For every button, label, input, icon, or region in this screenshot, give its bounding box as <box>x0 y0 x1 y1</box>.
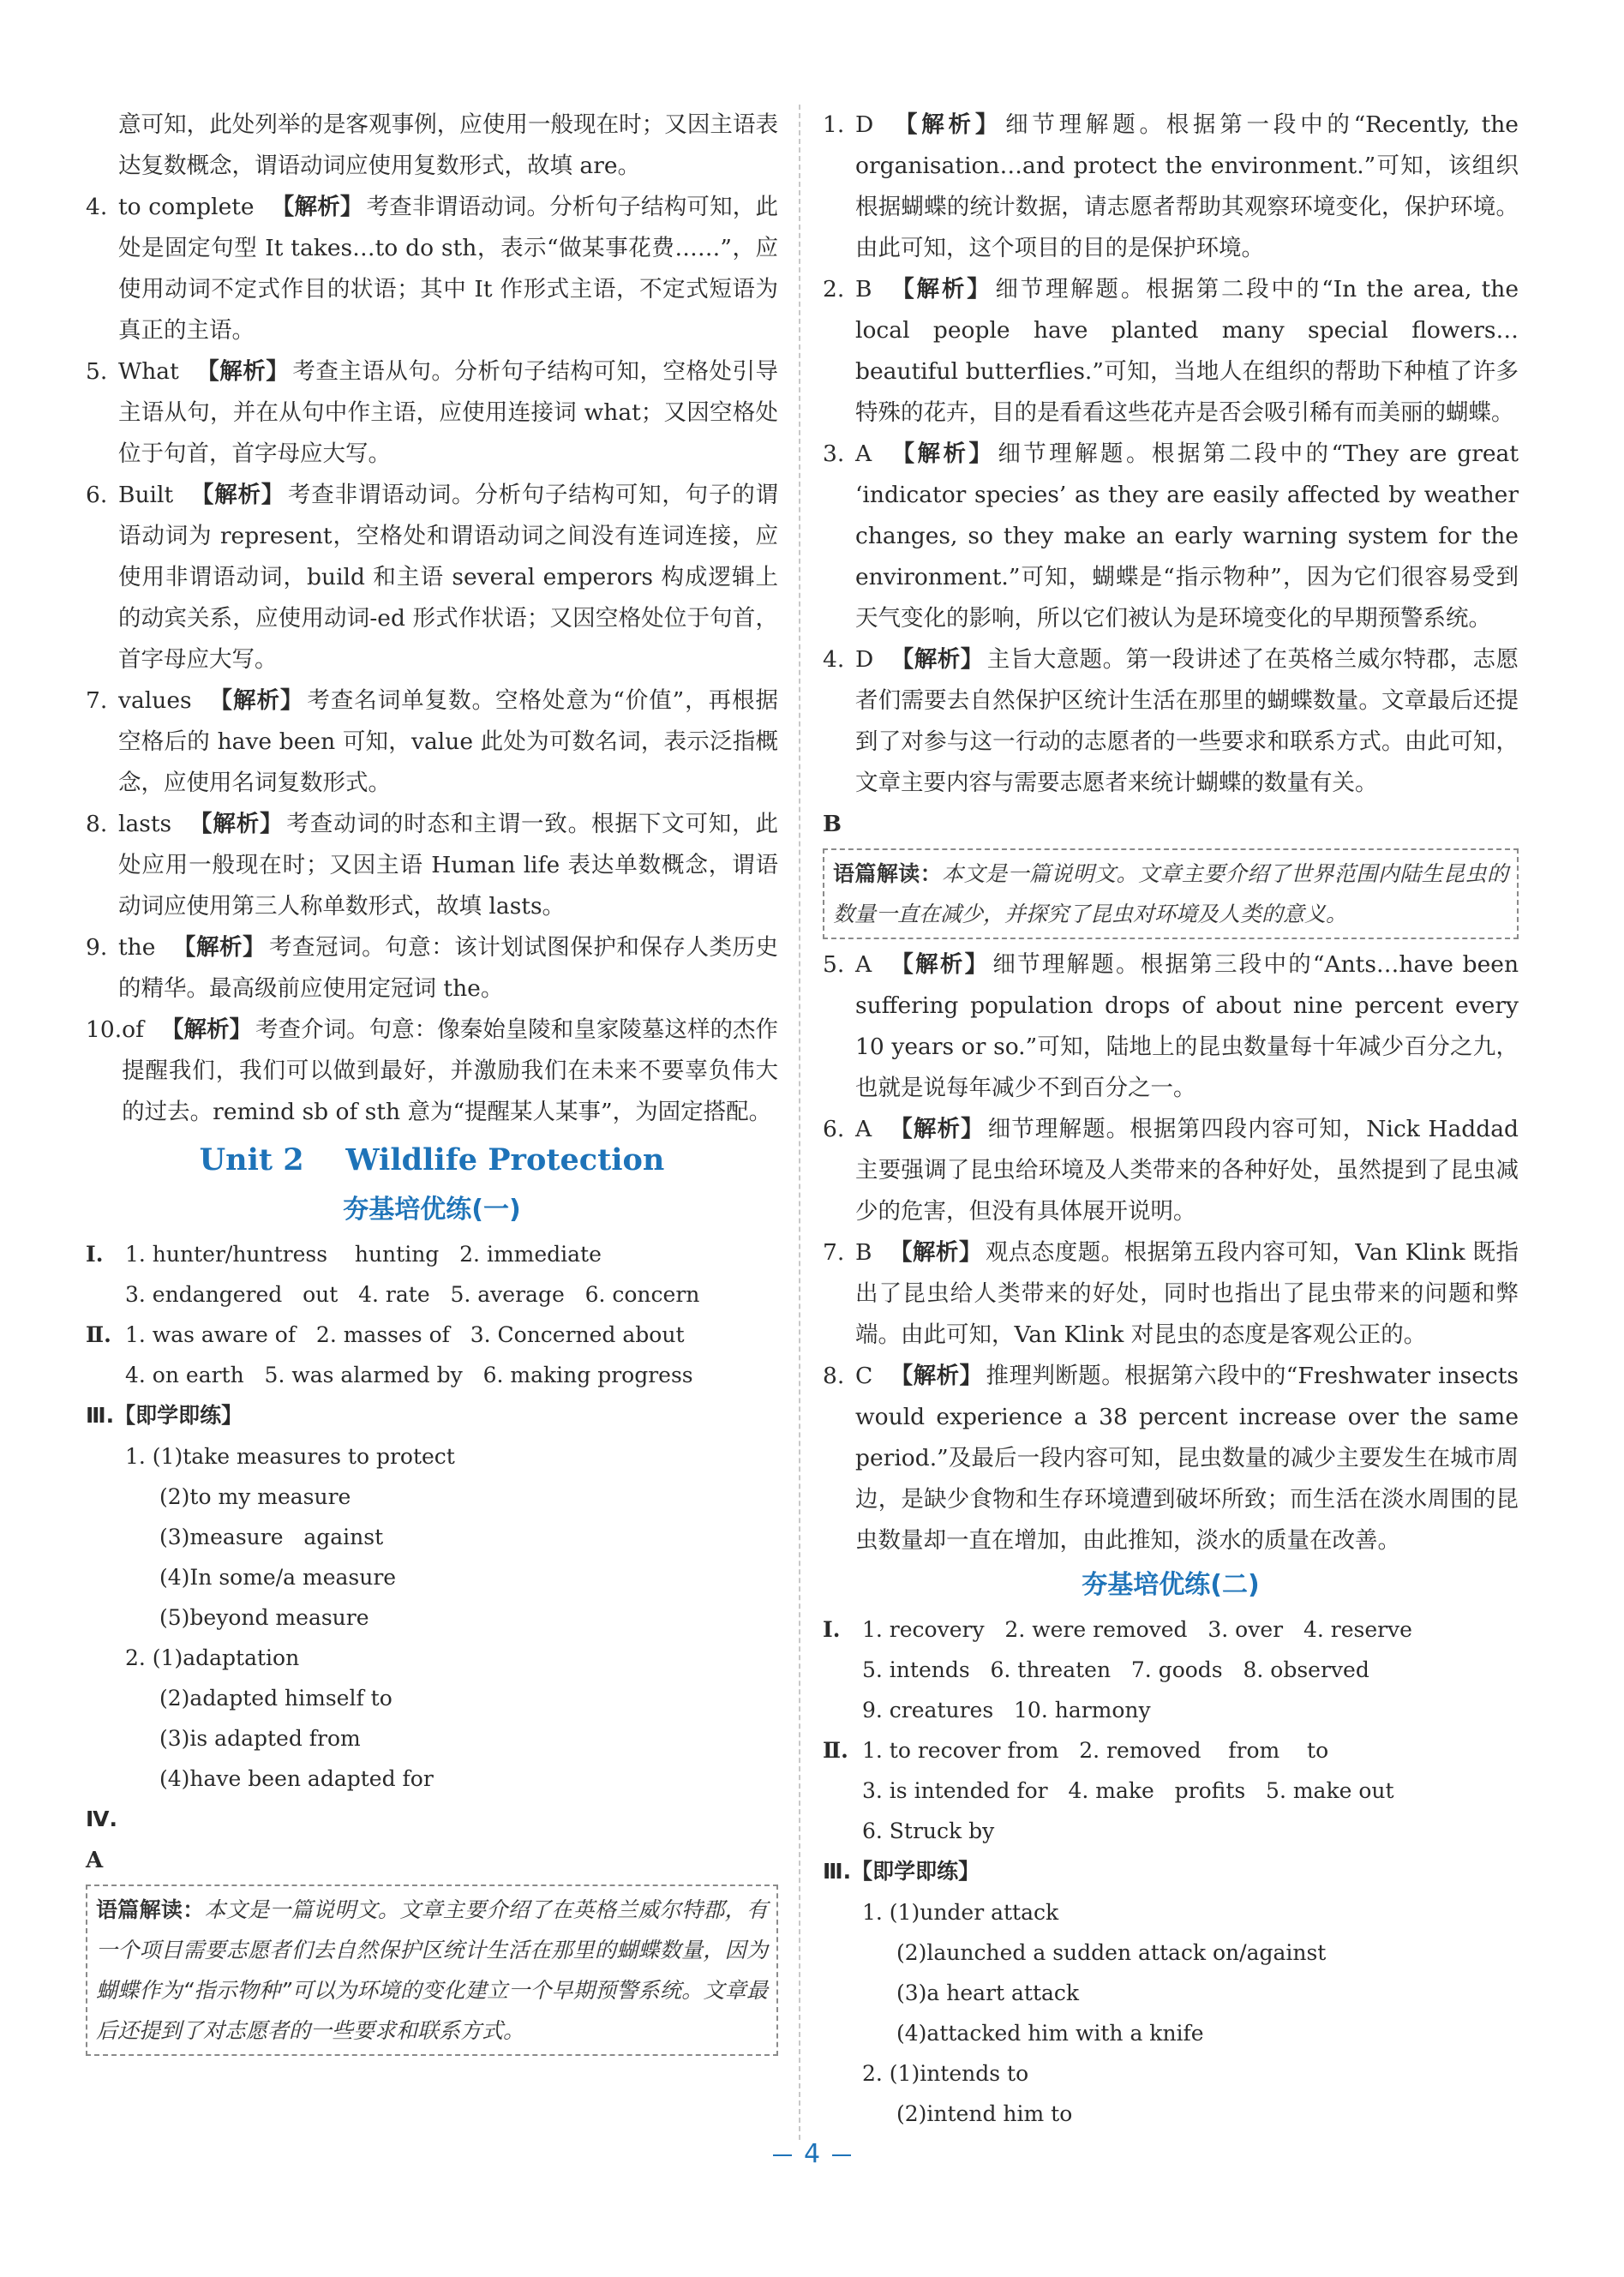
section-subtitle-2: 夯基培优练(二) <box>1082 1570 1260 1600</box>
item-answer: A <box>855 440 872 467</box>
item-answer: B <box>855 1239 872 1266</box>
roman-numeral: Ⅰ. <box>823 1617 841 1642</box>
item-number-spacer <box>86 105 118 187</box>
analysis-tag: 【解析】 <box>890 1363 983 1389</box>
item-explanation: 细节理解题。根据第三段中的“Ants…have been suffering population drops of about nine percent every 10 years or so.”可知，陆地上的昆虫数量每十年减少百分之九，也就是说每年减少不到百分之一。 <box>855 951 1519 1101</box>
answer-line: 3. endangered out 4. rate 5. average 6. concern <box>125 1282 700 1307</box>
item-explanation: 观点态度题。根据第五段内容可知，Van Klink 既指出了昆虫给人类带来的好处，同时也指出了昆虫带来的问题和弊端。由此可知，Van Klink 对昆虫的态度是客观公正的。 <box>855 1239 1519 1348</box>
analysis-tag: 【解析】 <box>271 194 363 220</box>
passage-summary-box <box>823 848 1519 939</box>
item-body <box>118 351 778 475</box>
analysis-tag: 【解析】 <box>889 1116 985 1142</box>
item-number: 3. <box>823 440 845 467</box>
item-body <box>855 1232 1519 1356</box>
practice-line: (3)measure against <box>159 1525 384 1549</box>
answer-line: 6. Struck by <box>862 1819 995 1843</box>
item-answer: What <box>118 358 179 385</box>
passage-letter: A <box>86 1848 104 1873</box>
passage-summary-box <box>86 1885 778 2056</box>
practice-line: (2)launched a sudden attack on/against <box>896 1940 1327 1965</box>
item-body <box>855 105 1519 269</box>
item-answer: D <box>855 646 874 673</box>
item-body <box>855 639 1519 804</box>
practice-answers <box>823 1892 1519 2134</box>
section-heading: Ⅲ.【即学即练】 <box>86 1403 243 1428</box>
answer-item <box>823 1109 1519 1232</box>
item-explanation: 主旨大意题。第一段讲述了在英格兰威尔特郡，志愿者们需要去自然保护区统计生活在那里的蝴蝶数量。文章最后还提到了对参与这一行动的志愿者的一些要求和联系方式。由此可知，文章主要内容与需要志愿者来统计蝴蝶的数量有关。 <box>855 646 1519 796</box>
item-number: 2. <box>823 276 845 303</box>
practice-answers <box>86 1436 778 1799</box>
analysis-tag: 【解析】 <box>208 687 304 714</box>
passage-letter: B <box>823 812 842 837</box>
analysis-tag: 【解析】 <box>889 951 990 978</box>
answer-line: 3. is intended for 4. make profits 5. make out <box>862 1778 1394 1803</box>
practice-line: 2. (1)intends to <box>862 2061 1029 2086</box>
practice-line: (2)to my measure <box>159 1484 351 1509</box>
item-body <box>118 804 778 927</box>
item-body <box>855 1109 1519 1232</box>
item-number: 4. <box>823 646 845 673</box>
answer-item <box>823 105 1519 269</box>
answer-item <box>823 269 1519 434</box>
item-body <box>855 269 1519 434</box>
analysis-tag: 【解析】 <box>195 358 290 385</box>
unit-title: Unit 2 Wildlife Protection <box>199 1142 665 1177</box>
item-body <box>122 1010 778 1133</box>
item-explanation: 细节理解题。根据第二段中的“In the area, the local people have planted many special flowers…beautiful butterflies.”可知，当地人在组织的帮助下种植了许多特殊的花卉，目的是看看这些花卉是否会吸引稀有而美丽的蝴蝶。 <box>855 276 1519 426</box>
item-number: 1. <box>823 111 845 138</box>
page-number <box>0 2139 1624 2169</box>
answer-line: 5. intends 6. threaten 7. goods 8. observed <box>862 1657 1369 1682</box>
item-answer: values <box>118 687 192 714</box>
answer-item <box>86 804 778 927</box>
answer-item <box>86 187 778 351</box>
practice-line: (4)have been adapted for <box>159 1766 434 1791</box>
item-answer: B <box>855 276 872 303</box>
practice-line: 1. (1)take measures to protect <box>125 1444 455 1469</box>
item-explanation: 考查介词。句意：像秦始皇陵和皇家陵墓这样的杰作提醒我们，我们可以做到最好，并激励我们在未来不要辜负伟大的过去。remind sb of sth 意为“提醒某人某事”，为固定搭配。 <box>122 1016 779 1125</box>
answer-line: 1. to recover from 2. removed from to <box>862 1738 1329 1763</box>
dash-left <box>773 2154 792 2156</box>
item-number: 8. <box>823 1363 845 1389</box>
section-subtitle-1: 夯基培优练(一) <box>343 1195 521 1225</box>
item-answer: of <box>122 1016 144 1043</box>
answer-item <box>86 680 778 804</box>
item-number: 7. <box>86 687 108 714</box>
item-number: 9. <box>86 934 108 961</box>
answers-section-2 <box>86 1315 778 1395</box>
item-explanation: 考查冠词。句意：该计划试图保护和保存人类历史的精华。最高级前应使用定冠词 the。 <box>118 934 779 1002</box>
roman-numeral: Ⅰ. <box>86 1242 104 1267</box>
answer-line: 1. was aware of 2. masses of 3. Concerned about <box>125 1322 685 1347</box>
section-heading: Ⅲ.【即学即练】 <box>823 1859 980 1884</box>
summary-label: 语篇解读： <box>96 1897 205 1922</box>
answer-line: 4. on earth 5. was alarmed by 6. making progress <box>125 1363 693 1387</box>
item-body <box>118 475 778 680</box>
item-number: 5. <box>823 951 845 978</box>
item-number: 8. <box>86 811 108 837</box>
item-explanation: 考查动词的时态和主谓一致。根据下文可知，此处应用一般现在时；又因主语 Human life 表达单数概念，谓语动词应使用第三人称单数形式，故填 lasts。 <box>118 811 779 920</box>
item-explanation: 推理判断题。根据第六段中的“Freshwater insects would experience a 38 percent increase over the same period.”及最后一段内容可知，昆虫数量的减少主要发生在城市周边，是缺少食物和生存环境遭到破坏所致；而生活在淡水周围的昆虫数量却一直在增加，由此推知，淡水的质量在改善。 <box>855 1363 1519 1554</box>
left-column <box>86 105 778 2061</box>
item-answer: the <box>118 934 156 961</box>
practice-line: (5)beyond measure <box>159 1605 369 1630</box>
roman-numeral: Ⅱ. <box>823 1738 848 1763</box>
item-number: 5. <box>86 358 108 385</box>
analysis-tag: 【解析】 <box>889 1239 982 1266</box>
answer-item <box>823 1356 1519 1561</box>
item-explanation: 细节理解题。根据第一段中的“Recently, the organisation…and protect the environment.”可知，该组织根据蝴蝶的统计数据，请志愿者帮助其观察环境变化，保护环境。由此可知，这个项目的目的是保护环境。 <box>855 111 1519 261</box>
item-body <box>855 434 1519 639</box>
item-body <box>118 187 778 351</box>
item-explanation: 细节理解题。根据第四段内容可知，Nick Haddad 主要强调了昆虫给环境及人类带来的各种好处，虽然提到了昆虫减少的危害，但没有具体展开说明。 <box>855 1116 1519 1225</box>
analysis-tag: 【解析】 <box>160 1016 253 1043</box>
answer-item <box>823 639 1519 804</box>
answer-item <box>823 944 1519 1109</box>
practice-line: (3)a heart attack <box>896 1980 1080 2005</box>
item-number: 6. <box>823 1116 845 1142</box>
item-body <box>118 927 778 1010</box>
answer-item <box>86 475 778 680</box>
summary-text: 本文是一篇说明文。文章主要介绍了世界范围内陆生昆虫的数量一直在减少，并探究了昆虫对环境及人类的意义。 <box>833 861 1508 926</box>
item-explanation: 考查非谓语动词。分析句子结构可知，此处是固定句型 It takes…to do sth，表示“做某事花费……”，应使用动词不定式作目的状语；其中 It 作形式主语，不定式短语为真正的主语。 <box>118 194 779 344</box>
dash-right <box>832 2154 851 2156</box>
analysis-tag: 【解析】 <box>890 111 1003 138</box>
answer-item <box>823 1232 1519 1356</box>
analysis-tag: 【解析】 <box>890 646 984 673</box>
item-answer: C <box>855 1363 873 1389</box>
item-number: 4. <box>86 194 108 220</box>
item-answer: Built <box>118 482 174 508</box>
practice-line: (3)is adapted from <box>159 1726 361 1751</box>
item-answer: A <box>855 951 872 978</box>
analysis-tag: 【解析】 <box>190 482 285 508</box>
answer-item <box>86 1010 778 1133</box>
analysis-tag: 【解析】 <box>889 440 995 467</box>
item-explanation: 考查主语从句。分析句子结构可知，空格处引导主语从句，并在从句中作主语，应使用连接词 what；又因空格处位于句首，首字母应大写。 <box>118 358 778 467</box>
answer-item <box>86 927 778 1010</box>
practice-line: (2)intend him to <box>896 2101 1073 2126</box>
item-number: 10. <box>86 1016 123 1043</box>
answer-line: 9. creatures 10. harmony <box>862 1698 1151 1723</box>
column-divider <box>799 105 800 2140</box>
item-continuation <box>86 105 778 187</box>
item-explanation: 细节理解题。根据第二段中的“They are great ‘indicator species’ as they are easily affected by weather changes, so they make an early warning system for the environment.”可知，蝴蝶是“指示物种”，因为它们很容易受到天气变化的影响，所以它们被认为是环境变化的早期预警系统。 <box>855 440 1519 632</box>
answer-item <box>86 351 778 475</box>
right-column <box>823 105 1519 2134</box>
practice-line: (4)attacked him with a knife <box>896 2021 1204 2046</box>
item-answer: D <box>855 111 874 138</box>
answer-line: 1. hunter/huntress hunting 2. immediate <box>125 1242 602 1267</box>
answers-section-1 <box>823 1609 1519 1730</box>
item-number: 6. <box>86 482 108 508</box>
roman-numeral: Ⅱ. <box>86 1322 111 1347</box>
practice-line: (2)adapted himself to <box>159 1686 393 1711</box>
practice-line: (4)In some/a measure <box>159 1565 397 1590</box>
answer-line: 1. recovery 2. were removed 3. over 4. reserve <box>862 1617 1412 1642</box>
item-answer: to complete <box>118 194 255 220</box>
item-answer: A <box>855 1116 872 1142</box>
summary-text: 本文是一篇说明文。文章主要介绍了在英格兰威尔特郡，有一个项目需要志愿者们去自然保护区统计生活在那里的蝴蝶数量，因为蝴蝶作为“指示物种”可以为环境的变化建立一个早期预警系统。文章最后还提到了对志愿者的一些要求和联系方式。 <box>96 1897 768 2043</box>
analysis-tag: 【解析】 <box>189 811 284 837</box>
item-body <box>855 1356 1519 1561</box>
item-number: 7. <box>823 1239 845 1266</box>
item-body <box>855 944 1519 1109</box>
practice-line: 1. (1)under attack <box>862 1900 1059 1925</box>
answers-section-1 <box>86 1234 778 1315</box>
item-body <box>118 680 778 804</box>
item-explanation: 考查名词单复数。空格处意为“价值”，再根据空格后的 have been 可知，value 此处为可数名词，表示泛指概念，应使用名词复数形式。 <box>118 687 778 796</box>
answer-item <box>823 434 1519 639</box>
item-answer: lasts <box>118 811 172 837</box>
analysis-tag: 【解析】 <box>889 276 992 303</box>
item-explanation: 考查非谓语动词。分析句子结构可知，句子的谓语动词为 represent，空格处和谓语动词之间没有连词连接，应使用非谓语动词，build 和主语 several emperors 构成逻辑上的动宾关系，应使用动词-ed 形式作状语；又因空格处位于句首，首字母应大写。 <box>118 482 779 673</box>
item-text: 意可知，此处列举的是客观事例，应使用一般现在时；又因主语表达复数概念，谓语动词应使用复数形式，故填 are。 <box>118 111 778 179</box>
analysis-tag: 【解析】 <box>172 934 267 961</box>
page-number-text: 4 <box>803 2139 821 2169</box>
answers-section-2 <box>823 1730 1519 1851</box>
practice-line: 2. (1)adaptation <box>125 1645 300 1670</box>
summary-label: 语篇解读： <box>833 861 943 886</box>
section-heading: Ⅳ. <box>86 1807 117 1831</box>
